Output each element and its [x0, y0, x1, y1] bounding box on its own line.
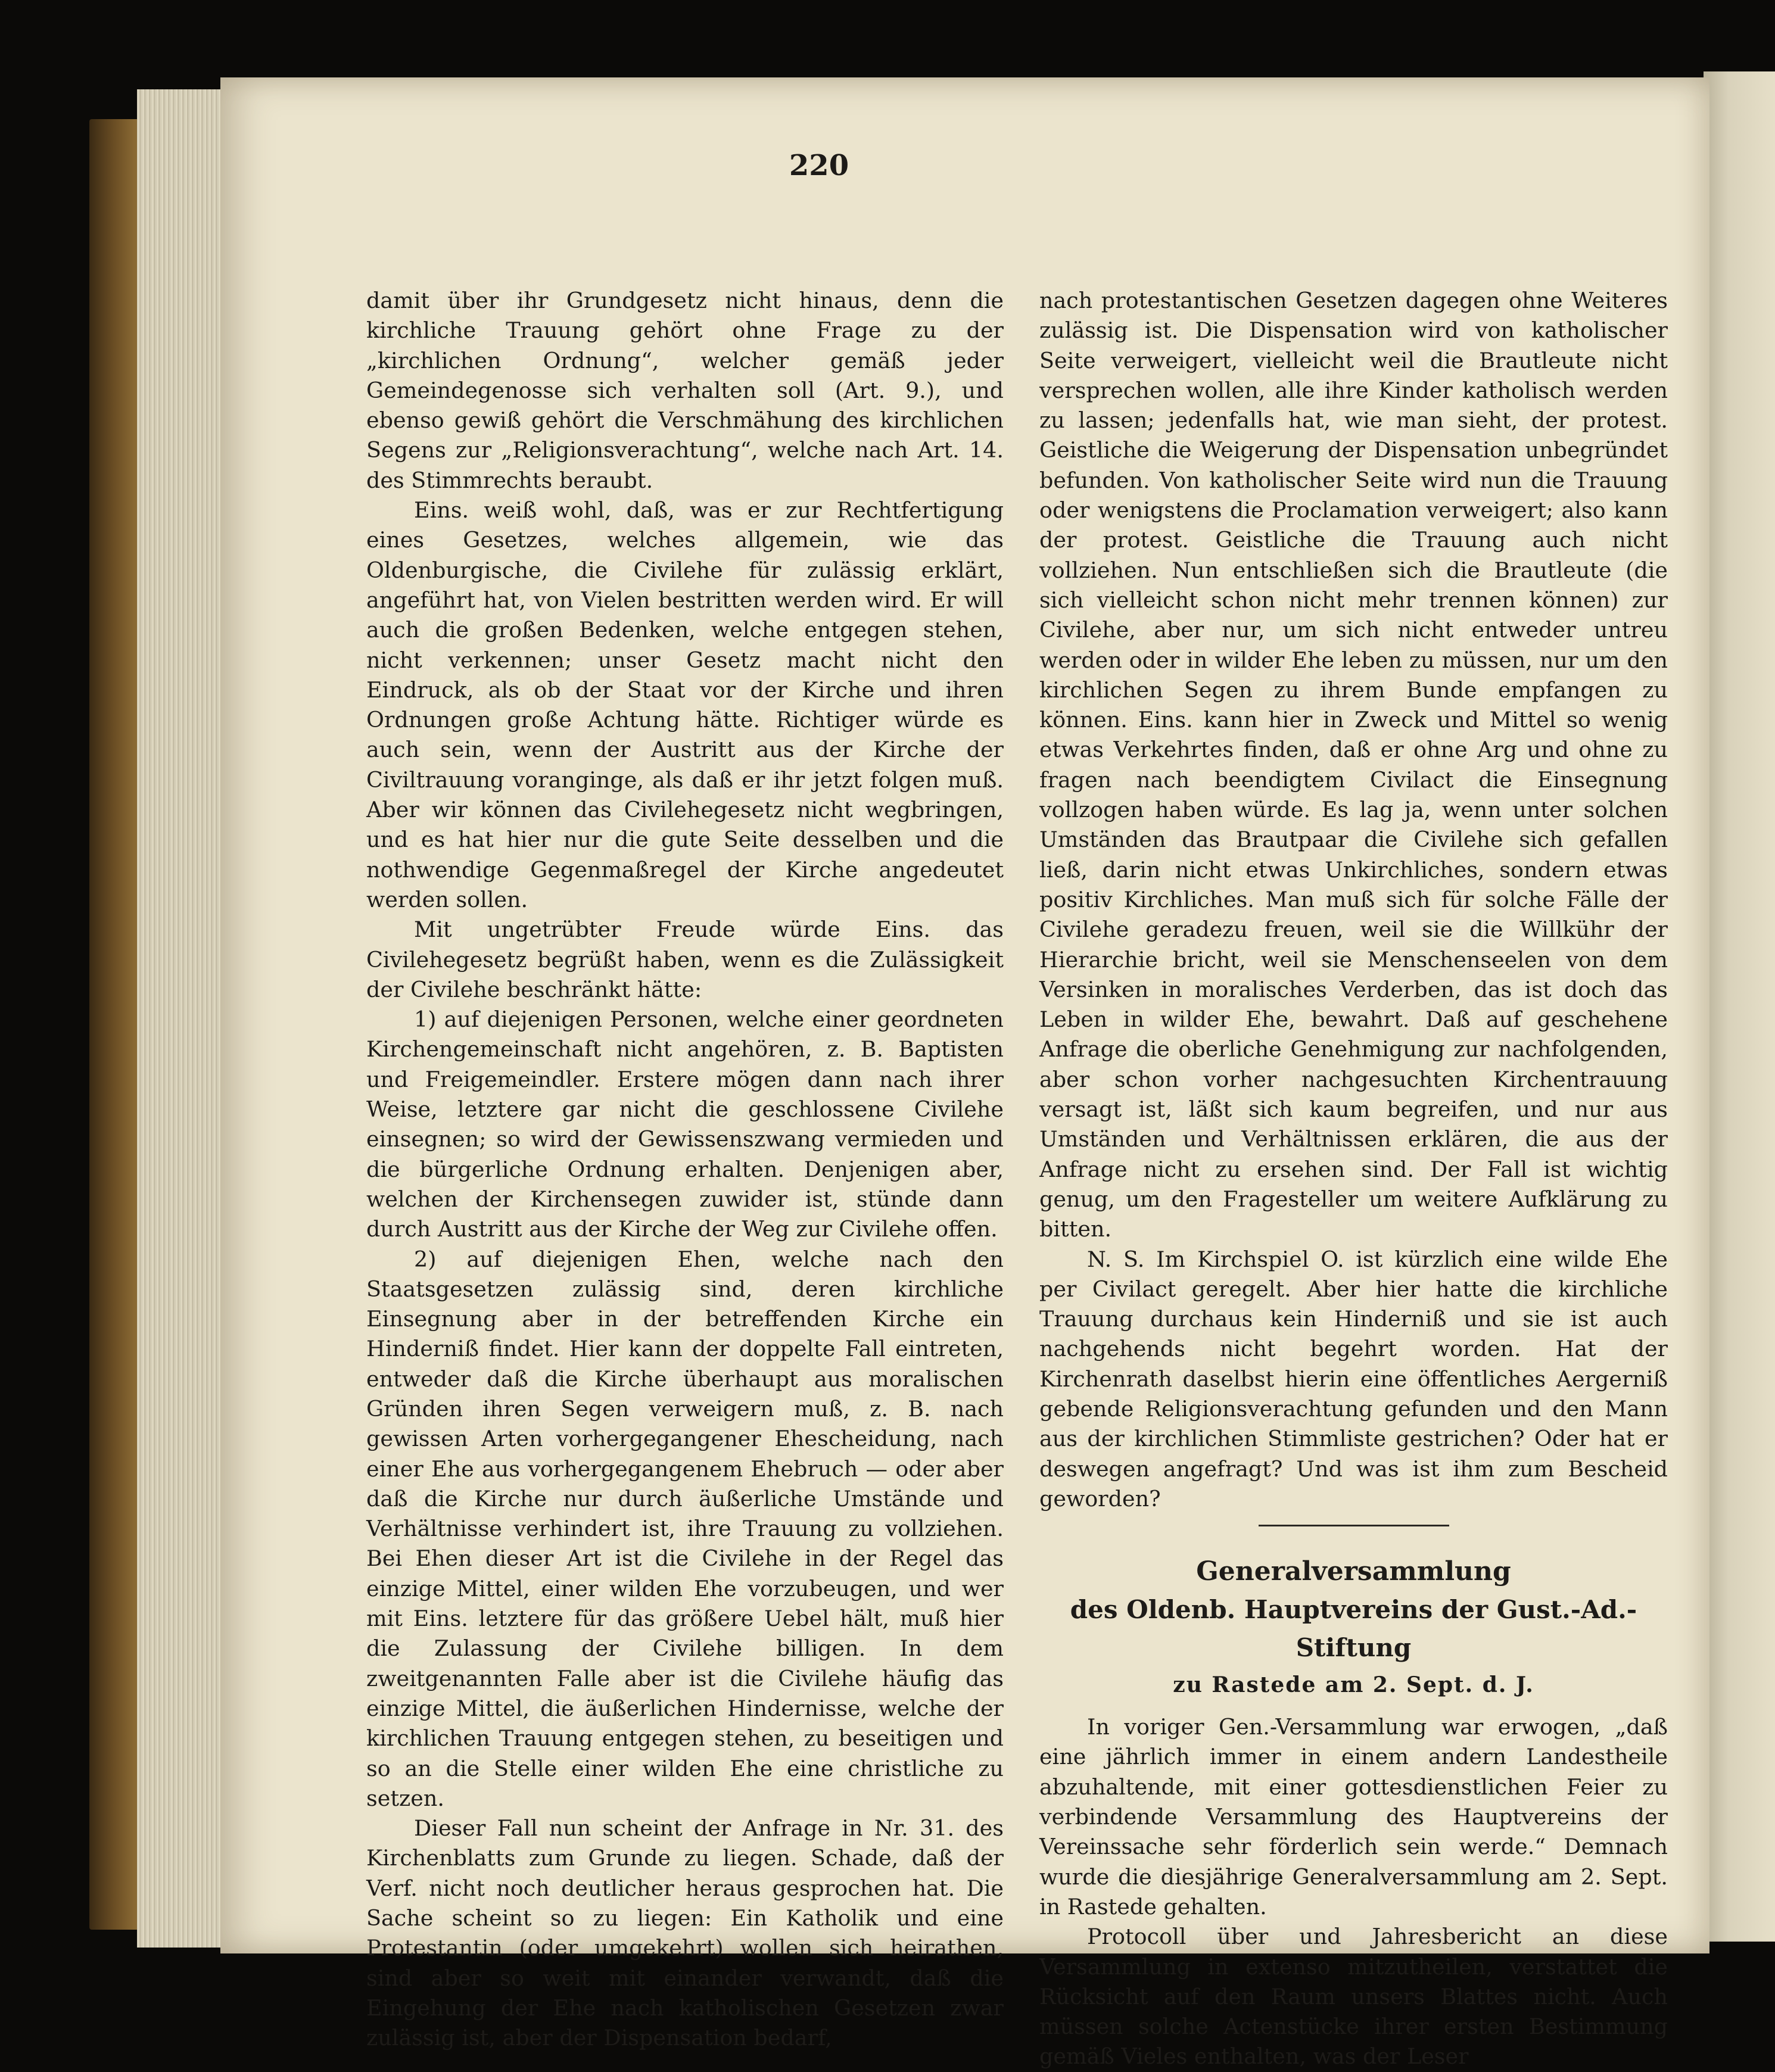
section-divider: [1259, 1525, 1449, 1526]
paragraph: In voriger Gen.-Versammlung war erwogen, „daß eine jährlich immer in einem andern Landestheile abzuhaltende, mit einer gottesdienstlichen Feier zu verbindende Versammlung des Hauptvereins der Vereinssache sehr förderlich sein werde.“ Demnach wurde die diesjährige Generalversammlung am 2. Sept. in Rastede gehalten.: [1039, 1714, 1668, 1920]
section-subheading: des Oldenb. Hauptvereins der Gust.-Ad.-Stiftung: [1070, 1595, 1637, 1663]
paragraph: N. S. Im Kirchspiel O. ist kürzlich eine wilde Ehe per Civilact geregelt. Aber hier hatte die kirchliche Trauung durchaus kein Hinderniß und sie ist auch nachgehends nicht begehrt worden. Hat der Kirchenrath daselbst hierin eine öffentliches Aergerniß gebende Religionsverachtung gefunden und den Mann aus der kirchlichen Stimmliste gestrichen? Oder hat er deswegen angefragt? Und was ist ihm zum Bescheid geworden?: [1039, 1246, 1668, 1512]
facing-page-edge: [1704, 71, 1775, 1942]
paragraph: 2) auf diejenigen Ehen, welche nach den Staatsgesetzen zulässig sind, deren kirchliche Einsegnung aber in der betreffenden Kirche ein Hinderniß findet. Hier kann der doppelte Fall eintreten, entweder daß die Kirche überhaupt aus moralischen Gründen ihren Segen verweigern muß, z. B. nach gewissen Arten vorhergegangener Ehescheidung, nach einer Ehe aus vorhergegangenem Ehebruch — oder aber daß die Kirche nur durch äußerliche Umstände und Verhältnisse verhindert ist, ihre Trauung zu vollziehen. Bei Ehen dieser Art ist die Civilehe in der Regel das einzige Mittel, einer wilden Ehe vorzubeugen, und wer mit Eins. letztere für das größere Uebel hält, muß hier die Zulassung der Civilehe billigen. In dem zweitgenannten Falle aber ist die Civilehe häufig das einzige Mittel, die äußerlichen Hindernisse, welche der kirchlichen Trauung entgegen stehen, zu beseitigen und so an die Stelle einer wilden Ehe eine christliche zu setzen.: [366, 1246, 1004, 1811]
page-number: 220: [789, 149, 849, 182]
paragraph: damit über ihr Grundgesetz nicht hinaus, denn die kirchliche Trauung gehört ohne Frage zu der „kirchlichen Ordnung“, welcher gemäß jeder Gemeindegenosse sich verhalten soll (Art. 9.), und ebenso gewiß gehört die Verschmähung des kirchlichen Segens zur „Religionsverachtung“, welche nach Art. 14. des Stimmrechts beraubt.: [366, 288, 1004, 493]
section-dateline: zu Rastede am 2. Sept. d. J.: [1173, 1672, 1534, 1698]
paragraph: nach protestantischen Gesetzen dagegen ohne Weiteres zulässig ist. Die Dispensation wird von katholischer Seite verweigert, vielleicht weil die Brautleute nicht versprechen wollen, alle ihre Kinder katholisch werden zu lassen; jedenfalls hat, wie man sieht, der protest. Geistliche die Weigerung der Dispensation unbegründet befunden. Von katholischer Seite wird nun die Trauung oder wenigstens die Proclamation verweigert; also kann der protest. Geistliche die Trauung auch nicht vollziehen. Nun entschließen sich die Brautleute (die sich vielleicht schon nicht mehr trennen können) zur Civilehe, aber nur, um sich nicht entweder untreu werden oder in wilder Ehe leben zu müssen, nur um den kirchlichen Segen zu ihrem Bunde empfangen zu können. Eins. kann hier in Zweck und Mittel so wenig etwas Verkehrtes finden, daß er ohne Arg und ohne zu fragen nach beendigtem Civilact die Einsegnung vollzogen haben würde. Es lag ja, wenn unter solchen Umständen das Brautpaar die Civilehe sich gefallen ließ, darin nicht etwas Unkirchliches, sondern etwas positiv Kirchliches. Man muß sich für solche Fälle der Civilehe geradezu freuen, weil sie die Willkühr der Hierarchie bricht, weil sie Menschenseelen von dem Versinken in moralisches Verderben, das ist doch das Leben in wilder Ehe, bewahrt. Daß auf geschehene Anfrage die oberliche Genehmigung zur nachfolgenden, aber schon vorher nachgesuchten Kirchentrauung versagt ist, läßt sich kaum begreifen, und nur aus Umständen und Verhältnissen erklären, die aus der Anfrage nicht zu ersehen sind. Der Fall ist wichtig genug, um den Fragesteller um weitere Aufklärung zu bitten.: [1039, 288, 1668, 1242]
left-column: [366, 286, 1004, 2054]
paragraph: Eins. weiß wohl, daß, was er zur Rechtfertigung eines Gesetzes, welches allgemein, wie das Oldenburgische, die Civilehe für zulässig erklärt, angeführt hat, von Vielen bestritten werden wird. Er will auch die großen Bedenken, welche entgegen stehen, nicht verkennen; unser Gesetz macht nicht den Eindruck, als ob der Staat vor der Kirche und ihren Ordnungen große Achtung hätte. Richtiger würde es auch sein, wenn der Austritt aus der Kirche der Civiltrauung voranginge, als daß er ihr jetzt folgen muß. Aber wir können das Civilehegesetz nicht wegbringen, und es hat hier nur die gute Seite desselben und die nothwendige Gegenmaßregel der Kirche angedeutet werden sollen.: [366, 497, 1004, 912]
right-column: [1039, 286, 1668, 2072]
paragraph: 1) auf diejenigen Personen, welche einer geordneten Kirchengemeinschaft nicht angehören, z. B. Baptisten und Freigemeindler. Erstere mögen dann nach ihrer Weise, letztere gar nicht die geschlossene Civilehe einsegnen; so wird der Gewissenszwang vermieden und die bürgerliche Ordnung erhalten. Denjenigen aber, welchen der Kirchensegen zuwider ist, stünde dann durch Austritt aus der Kirche der Weg zur Civilehe offen.: [366, 1007, 1004, 1242]
paragraph: Protocoll über und Jahresbericht an diese Versammlung in extenso mitzutheilen, verstattet die Rücksicht auf den Raum unsers Blattes nicht. Auch müssen solche Actenstücke ihrer ersten Bestimmung gemäß Vieles enthalten, was der Leser: [1039, 1924, 1668, 2070]
page-stack-edges: [137, 89, 226, 1948]
paragraph: Mit ungetrübter Freude würde Eins. das Civilehegesetz begrüßt haben, wenn es die Zulässigkeit der Civilehe beschränkt hätte:: [366, 917, 1004, 1002]
section-heading: Generalversammlung: [1196, 1556, 1511, 1587]
paragraph: Dieser Fall nun scheint der Anfrage in Nr. 31. des Kirchenblatts zum Grunde zu liegen. Schade, daß der Verf. nicht noch deutlicher heraus gesprochen hat. Die Sache scheint so zu liegen: Ein Katholik und eine Protestantin (oder umgekehrt) wollen sich heirathen, sind aber so weit mit einander verwandt, daß die Eingehung der Ehe nach katholischen Gesetzen zwar zulässig ist, aber der Dispensation bedarf,: [366, 1815, 1004, 2051]
